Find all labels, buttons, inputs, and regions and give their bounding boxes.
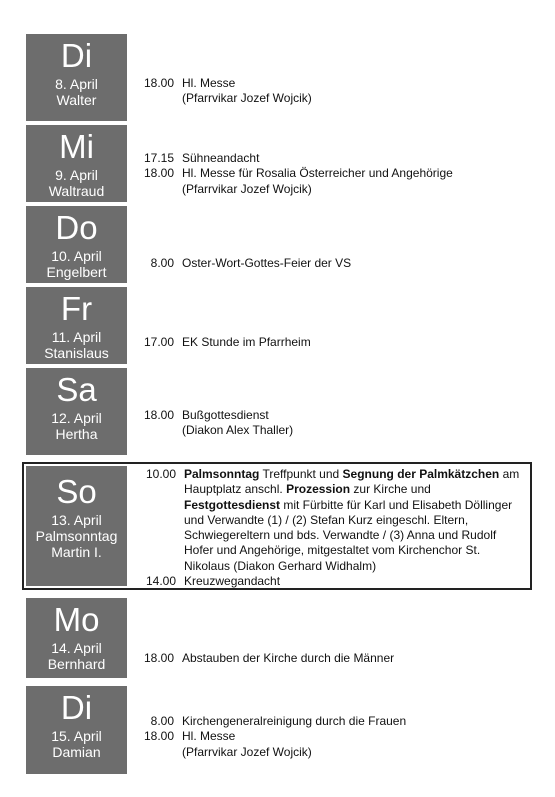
entry-text: Oster-Wort-Gottes-Feier der VS — [182, 256, 352, 270]
schedule-entry — [142, 166, 528, 181]
day-date: 10. April — [51, 248, 102, 264]
day-date: 8. April — [55, 76, 98, 92]
entry-text: Sühneandacht — [182, 151, 260, 165]
day-block-di-8-april — [26, 34, 528, 121]
weekday-abbr: Di — [60, 689, 93, 726]
day-entries — [142, 408, 528, 439]
day-saint: Stanislaus — [44, 345, 109, 361]
entry-time: 14.00 — [145, 574, 176, 589]
schedule-entry — [142, 651, 528, 666]
day-entries — [142, 335, 528, 350]
entry-text: Abstauben der Kirche durch die Männer — [182, 651, 395, 665]
entry-text: Kreuzwegandacht — [184, 574, 281, 589]
schedule-entry — [142, 151, 528, 166]
plain-text: Treffpunkt und — [259, 467, 343, 481]
day-block-di-15-april — [26, 686, 528, 774]
weekday-abbr: So — [56, 473, 97, 510]
schedule-entry — [142, 729, 528, 744]
entry-time: 10.00 — [145, 467, 176, 481]
day-saint: Martin I. — [51, 544, 102, 560]
entry-text: (Pfarrvikar Jozef Wojcik) — [182, 744, 312, 759]
weekday-abbr: Do — [55, 209, 98, 246]
bold-text: Festgottesdienst — [184, 497, 281, 512]
schedule-entry — [142, 745, 528, 760]
day-date: 13. April — [51, 512, 102, 528]
day-date: 15. April — [51, 728, 102, 744]
day-block-fr-11-april — [26, 287, 528, 364]
day-date: 9. April — [55, 167, 98, 183]
day-date: 12. April — [51, 410, 102, 426]
schedule-entry — [142, 91, 528, 106]
entry-time: 18.00 — [143, 76, 174, 90]
day-entries — [142, 714, 528, 760]
weekday-abbr: Di — [60, 37, 93, 74]
day-saint: Bernhard — [47, 656, 106, 672]
bold-text: Prozession — [286, 482, 351, 497]
entry-time: 17.00 — [143, 335, 174, 349]
schedule-entry — [142, 76, 528, 91]
plain-text: mit Fürbitte für Karl und Elisabeth Döllinger und Verwandte (1) / (2) Stefan Kurz eingeschl. Eltern, Schwiegereltern und bds. Verwandte / (3) Anna und Rudolf Hofer und Angehörige, mitgestaltet vom Kirchenchor St. Nikolaus (Diakon Gerhard Widhalm) — [184, 497, 513, 573]
day-saint: Walter — [56, 92, 97, 108]
entry-text: Hl. Messe — [182, 76, 236, 90]
day-entries — [142, 651, 528, 666]
day-box — [26, 368, 127, 455]
day-block-do-10-april — [26, 206, 528, 283]
bold-text: Palmsonntag — [184, 467, 260, 481]
bold-text: Segnung der Palmkätzchen — [342, 467, 500, 481]
entry-time: 18.00 — [143, 166, 174, 181]
weekday-abbr: Sa — [56, 371, 97, 408]
schedule-entry — [142, 335, 528, 350]
entry-text: Hl. Messe für Rosalia Österreicher und Angehörige — [182, 166, 453, 181]
day-saint: Engelbert — [46, 264, 107, 280]
weekday-abbr: Fr — [60, 290, 93, 327]
day-date: 14. April — [51, 640, 102, 656]
weekday-abbr: Mo — [53, 601, 100, 638]
day-box — [26, 125, 127, 202]
schedule-entry — [144, 574, 528, 589]
entry-text: Hl. Messe — [182, 729, 236, 744]
day-entries — [142, 151, 528, 197]
day-entries — [142, 76, 528, 107]
day-box — [26, 598, 127, 678]
day-saint: Waltraud — [48, 183, 105, 199]
entry-text: (Pfarrvikar Jozef Wojcik) — [182, 181, 312, 196]
day-entries — [142, 256, 528, 271]
entry-text: Bußgottesdienst — [182, 408, 269, 422]
schedule-entry — [144, 467, 528, 574]
day-entries — [144, 467, 528, 589]
schedule-entry — [142, 256, 528, 271]
entry-time — [142, 745, 182, 760]
day-saint: Hertha — [55, 426, 98, 442]
entry-text: (Diakon Alex Thaller) — [182, 423, 294, 438]
day-block-mi-9-april — [26, 125, 528, 202]
day-box — [26, 287, 127, 364]
plain-text: zur Kirche und — [350, 482, 431, 497]
schedule-entry — [142, 423, 528, 438]
entry-time: 8.00 — [150, 256, 174, 270]
entry-time: 8.00 — [150, 714, 174, 728]
schedule-entry — [142, 182, 528, 197]
day-box — [26, 466, 127, 586]
plain-text: am Hauptplatz anschl. — [184, 467, 520, 497]
day-block-so-13-april — [22, 462, 532, 590]
entry-time — [142, 423, 182, 438]
entry-time: 18.00 — [143, 651, 174, 665]
day-block-sa-12-april — [26, 368, 528, 455]
entry-time: 18.00 — [143, 408, 174, 422]
entry-time — [142, 91, 182, 106]
entry-text: Kirchengeneralreinigung durch die Frauen — [182, 714, 407, 728]
entry-text: (Pfarrvikar Jozef Wojcik) — [182, 91, 312, 106]
weekday-abbr: Mi — [59, 128, 94, 165]
day-box — [26, 686, 127, 774]
day-feast: Palmsonntag — [35, 528, 118, 544]
entry-text — [184, 467, 528, 574]
day-box — [26, 206, 127, 283]
day-box — [26, 34, 127, 121]
day-block-mo-14-april — [26, 598, 528, 678]
entry-time: 17.15 — [143, 151, 174, 165]
day-saint: Damian — [52, 744, 101, 760]
entry-time — [142, 182, 182, 197]
entry-time: 18.00 — [143, 729, 174, 744]
schedule-entry — [142, 714, 528, 729]
entry-text: EK Stunde im Pfarrheim — [182, 335, 311, 349]
schedule-entry — [142, 408, 528, 423]
day-date: 11. April — [51, 329, 102, 345]
